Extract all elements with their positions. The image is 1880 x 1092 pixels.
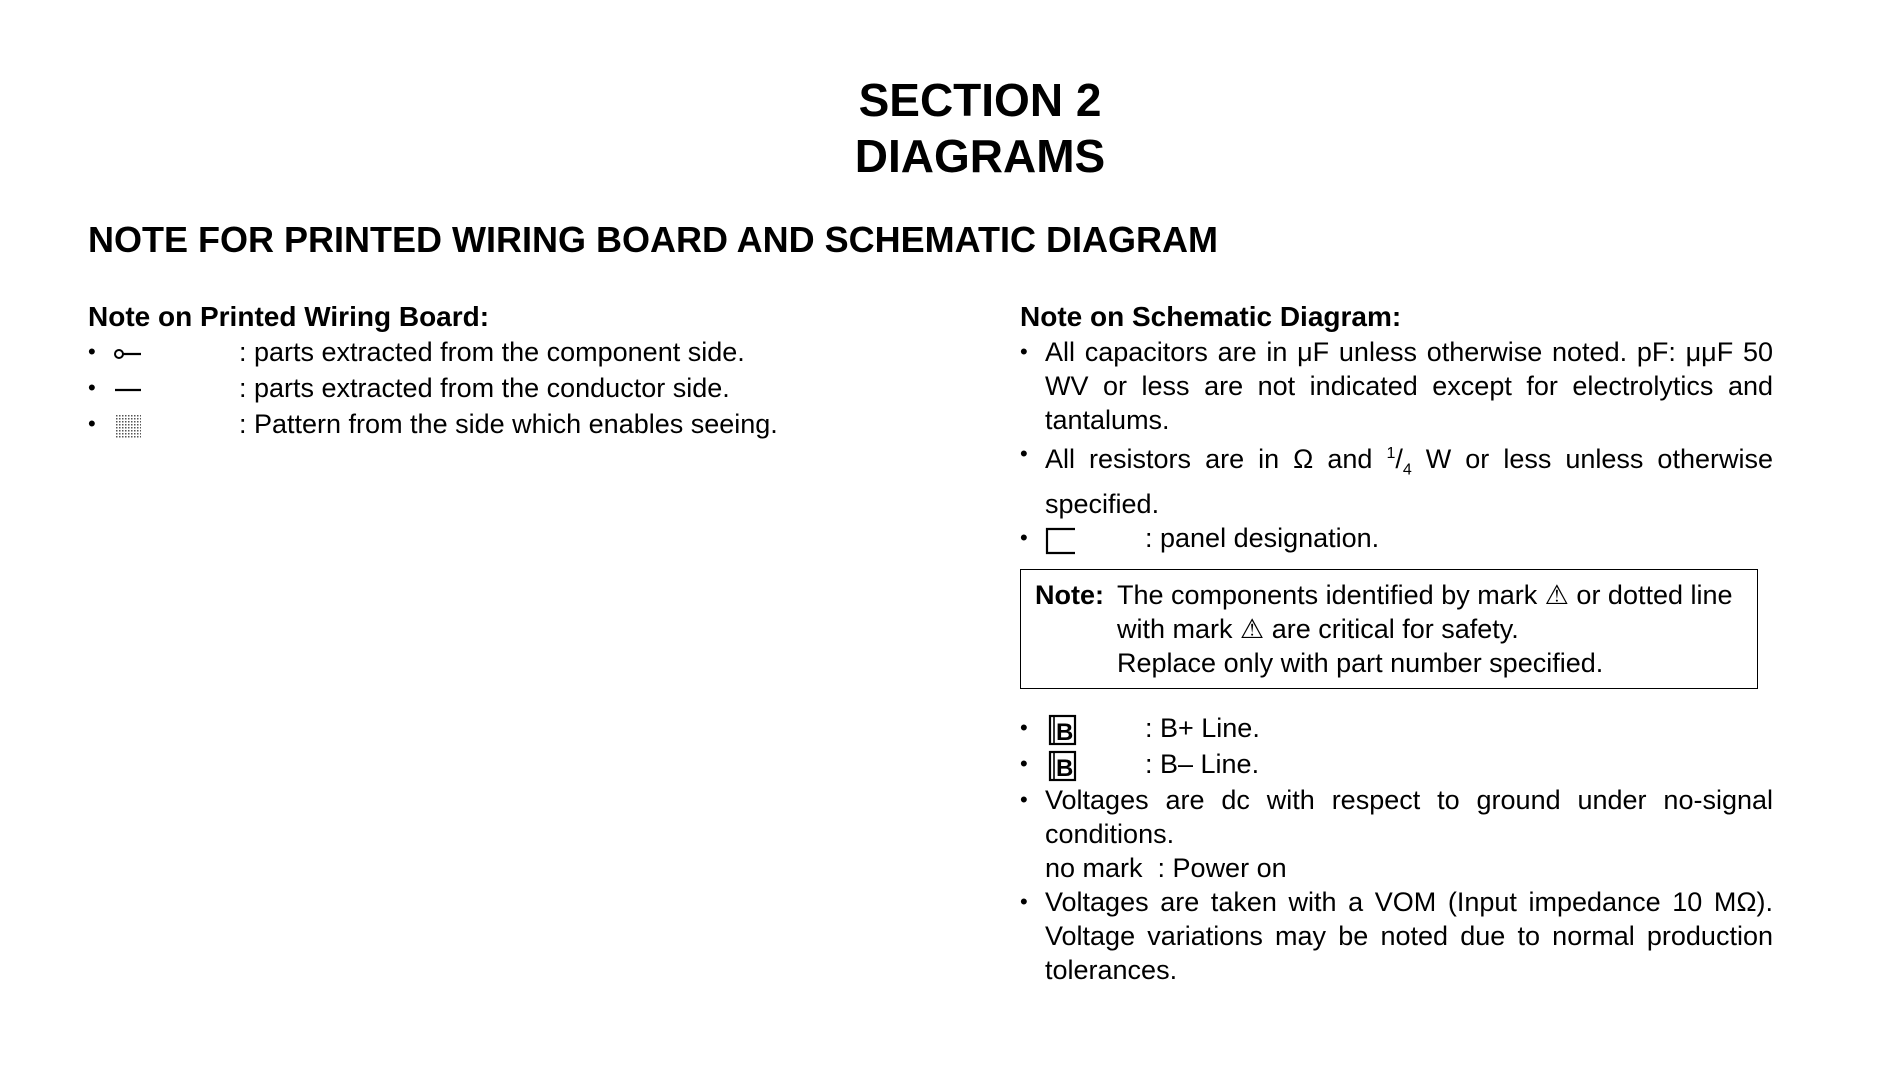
voltages-dc-text: Voltages are dc with respect to ground under no-signal conditions.	[1045, 785, 1773, 850]
fraction-denominator: 4	[1402, 461, 1412, 479]
resistors-text-before: All resistors are in Ω and	[1045, 444, 1387, 474]
power-on-legend: no mark : Power on	[1045, 853, 1287, 884]
capacitors-note	[1020, 335, 1773, 437]
pwb-item-conductor-side	[88, 371, 988, 407]
b-minus-text: : B– Line.	[1145, 749, 1260, 780]
voltages-vom-note	[1020, 885, 1773, 987]
section-title	[0, 72, 1880, 184]
pwb-item-text: : Pattern from the side which enables seeing.	[239, 408, 778, 439]
resistors-note: • All resistors are in Ω and $^1/_4$ W or less unless otherwise specified.	[1020, 437, 1773, 521]
bullet-icon: •	[1020, 525, 1028, 551]
bullet-icon: •	[1020, 751, 1028, 777]
bullet-icon: •	[1020, 339, 1028, 364]
panel-designation-text: : panel designation.	[1145, 523, 1380, 554]
main-heading: NOTE FOR PRINTED WIRING BOARD AND SCHEMATIC DIAGRAM	[88, 219, 1218, 260]
bullet-icon: •	[1020, 889, 1028, 915]
bullet-icon: •	[88, 374, 96, 400]
pwb-notes	[88, 299, 988, 443]
safety-note-line-2: with mark ⚠ are critical for safety.	[1117, 614, 1519, 645]
b-minus-letter: B	[1056, 755, 1074, 783]
b-minus-box-icon	[1045, 749, 1145, 783]
b-plus-letter: B	[1056, 719, 1074, 747]
b-minus-note	[1020, 747, 1780, 783]
bullet-icon: •	[1020, 441, 1028, 466]
safety-note-box	[1020, 569, 1758, 689]
pwb-item-pattern	[88, 407, 988, 443]
pwb-heading: Note on Printed Wiring Board:	[88, 301, 490, 332]
component-side-marker-icon	[113, 337, 239, 371]
bullet-icon: •	[1020, 715, 1028, 741]
pwb-item-text: : parts extracted from the conductor side.	[239, 372, 730, 403]
note-label: Note:	[1035, 580, 1104, 611]
bullet-icon: •	[88, 410, 96, 436]
schematic-heading: Note on Schematic Diagram:	[1020, 301, 1402, 332]
capacitors-text: All capacitors are in μF unless otherwise noted. pF: μμF 50 WV or less are not indicated except for electrolytics and tantalums.	[1045, 337, 1773, 435]
bullet-icon: •	[88, 339, 96, 364]
safety-note-line-1: The components identified by mark ⚠ or dotted line	[1117, 580, 1733, 611]
fraction-numerator: 1	[1386, 445, 1396, 462]
b-plus-text: : B+ Line.	[1145, 713, 1260, 744]
bullet-icon: •	[1020, 787, 1028, 813]
voltages-vom-text: Voltages are taken with a VOM (Input impedance 10 MΩ). Voltage variations may be noted due to normal production tolerances.	[1045, 887, 1773, 986]
resistors-text-after: W or less unless otherwise specified.	[1045, 444, 1773, 520]
pwb-item-text: : parts extracted from the component side.	[239, 337, 745, 367]
section-name: DIAGRAMS	[854, 130, 1106, 182]
panel-designation-note	[1020, 521, 1780, 557]
conductor-side-line-icon	[113, 373, 239, 407]
section-number: SECTION 2	[858, 74, 1102, 126]
b-plus-note	[1020, 711, 1780, 747]
schematic-notes	[1020, 299, 1780, 987]
b-plus-box-icon	[1045, 713, 1145, 747]
dotted-pattern-icon	[113, 409, 239, 443]
safety-note-line-3: Replace only with part number specified.	[1117, 648, 1604, 679]
voltages-dc-note	[1020, 783, 1773, 851]
panel-bracket-icon	[1045, 523, 1145, 557]
pwb-item-component-side	[88, 335, 988, 371]
